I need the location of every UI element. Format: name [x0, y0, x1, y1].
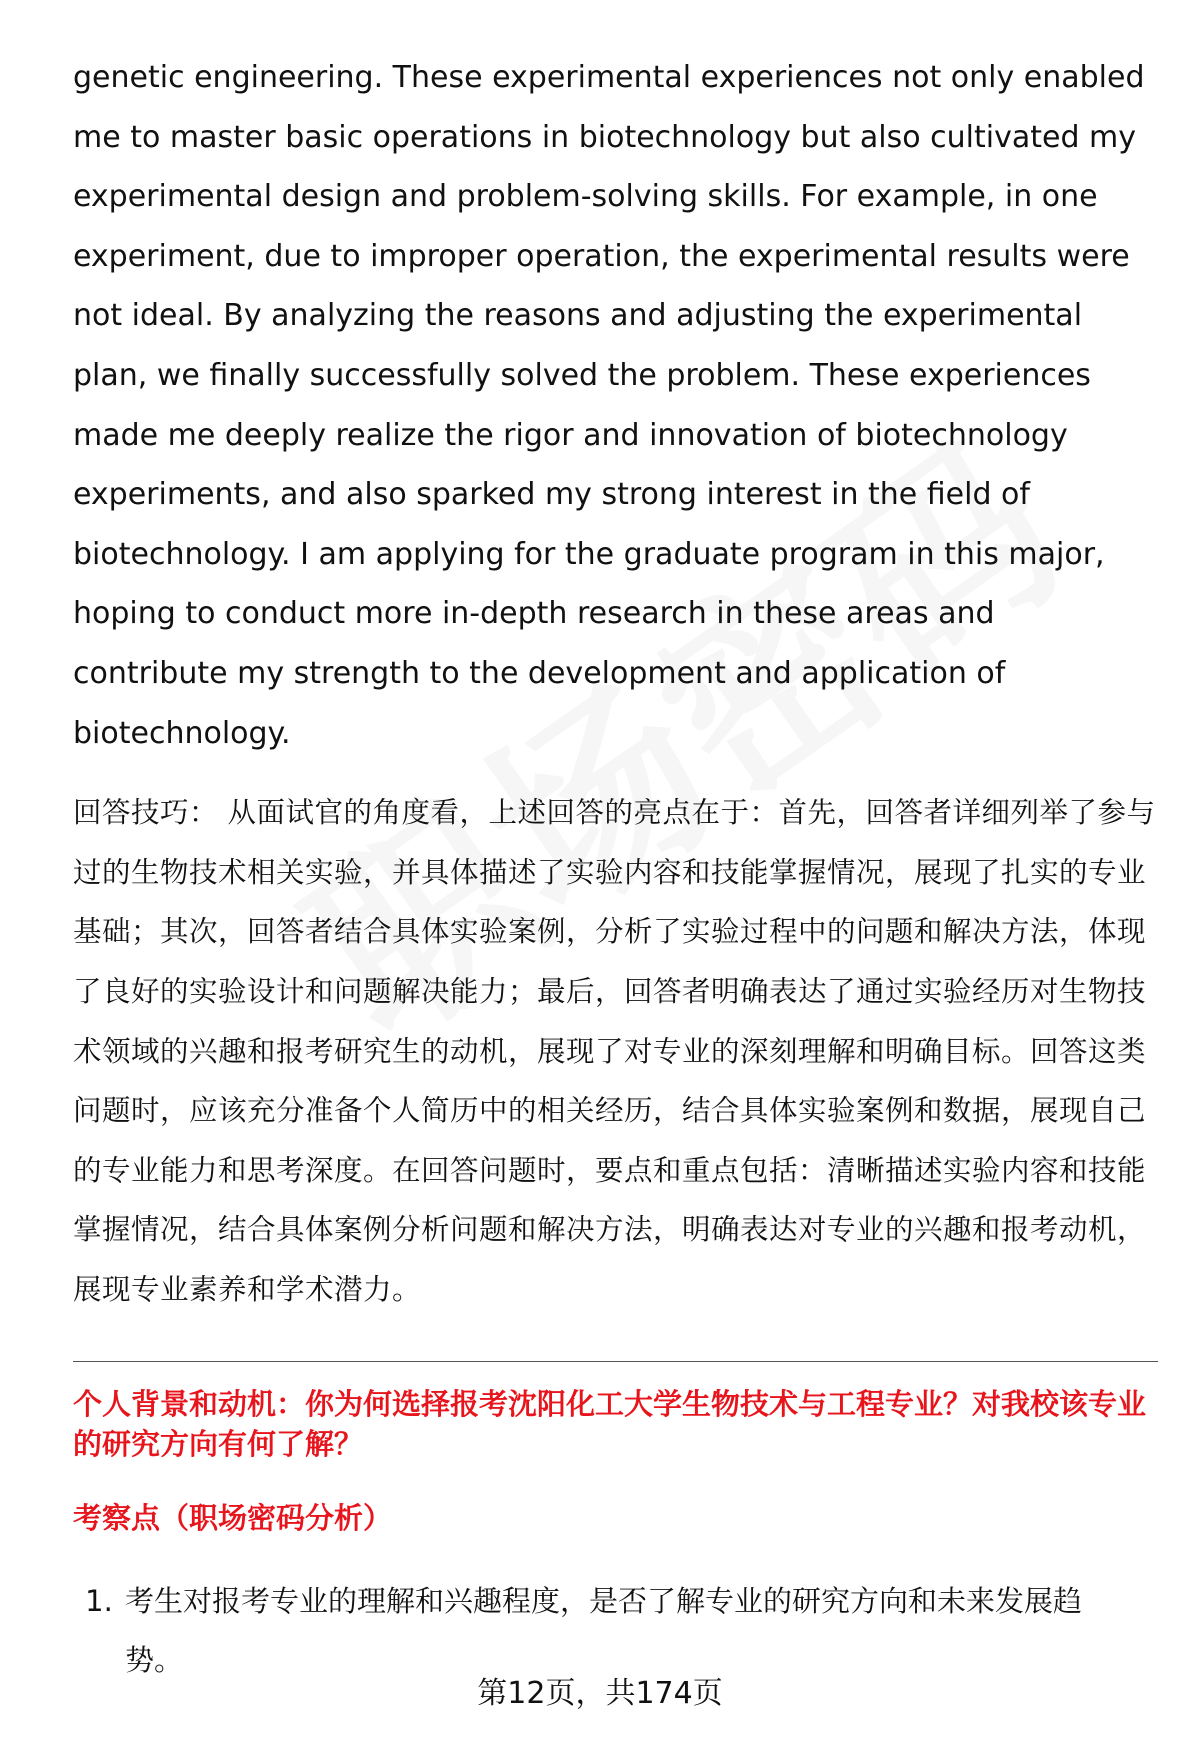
document-body [73, 48, 1158, 1690]
question-heading: 个人背景和动机：你为何选择报考沈阳化工大学生物技术与工程专业？对我校该专业的研究方向有何了解？ [73, 1387, 1147, 1462]
list-item [73, 1572, 1158, 1690]
exam-points-list [73, 1572, 1158, 1690]
list-item-number: 1. [85, 1584, 113, 1619]
section-divider [73, 1361, 1158, 1362]
english-paragraph: genetic engineering. These experimental experiences not only enabled me to master basic operations in biotechnology but also cultivated my experimental design and problem-solving skills. For example, in one experiment, due to improper operation, the experimental results were not ideal. By analyzing the reasons and adjusting the experimental plan, we finally successfully solved the problem. These experiences made me deeply realize the rigor and innovation of biotechnology experiments, and also sparked my strong interest in the field of biotechnology. I am applying for the graduate program in this major, hoping to conduct more in-depth research in these areas and contribute my strength to the development and application of biotechnology. [73, 60, 1145, 751]
list-item-text: 考生对报考专业的理解和兴趣程度，是否了解专业的研究方向和未来发展趋势。 [125, 1584, 1083, 1678]
page-footer: 第12页，共174页 [477, 1676, 723, 1711]
exam-points-heading: 考察点（职场密码分析） [73, 1501, 393, 1536]
answer-tips-paragraph: 回答技巧： 从面试官的角度看，上述回答的亮点在于：首先，回答者详细列举了参与过的生物技术相关实验，并具体描述了实验内容和技能掌握情况，展现了扎实的专业基础；其次，回答者结合具体实验案例，分析了实验过程中的问题和解决方法，体现了良好的实验设计和问题解决能力；最后，回答者明确表达了通过实验经历对生物技术领域的兴趣和报考研究生的动机，展现了对专业的深刻理解和明确目标。回答这类问题时，应该充分准备个人简历中的相关经历，结合具体实验案例和数据，展现自己的专业能力和思考深度。在回答问题时，要点和重点包括：清晰描述实验内容和技能掌握情况，结合具体案例分析问题和解决方法，明确表达对专业的兴趣和报考动机，展现专业素养和学术潜力。 [73, 796, 1156, 1306]
